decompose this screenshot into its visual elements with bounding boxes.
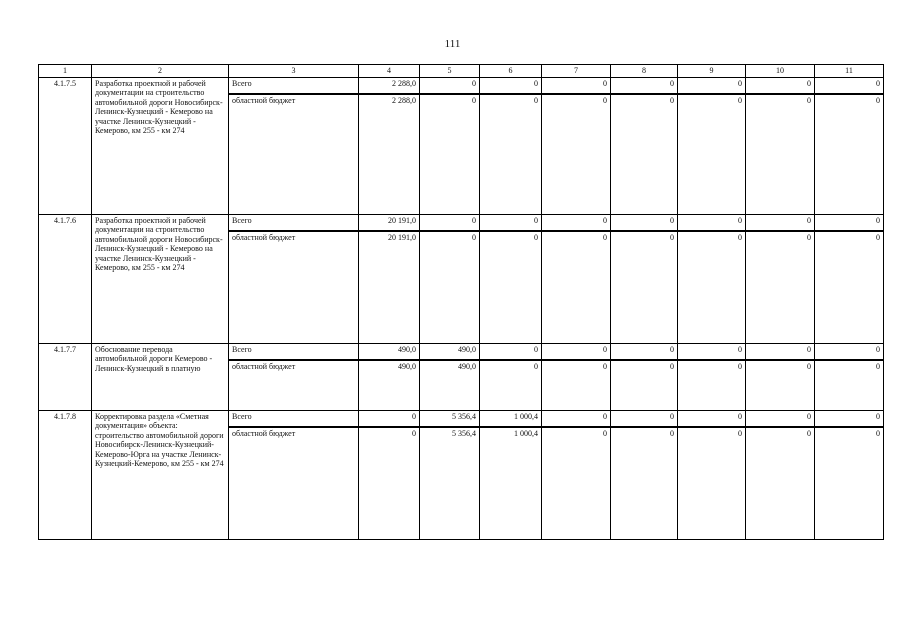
item-name: Обоснование перевода автомобильной дороги Кемерово - Ленинск-Кузнецкий в платную [92, 343, 229, 410]
value-cell: 0 [420, 94, 480, 214]
value-cell: 5 356,4 [420, 410, 480, 427]
value-cell: 0 [678, 94, 746, 214]
item-code: 4.1.7.6 [39, 214, 92, 343]
value-cell: 0 [480, 343, 542, 360]
value-cell: 0 [420, 77, 480, 94]
value-cell: 20 191,0 [359, 231, 420, 343]
value-cell: 0 [611, 94, 678, 214]
funding-source: Всего [229, 214, 359, 231]
value-cell: 0 [746, 360, 815, 410]
value-cell: 0 [815, 427, 884, 539]
column-header: 9 [678, 65, 746, 78]
value-cell: 490,0 [420, 343, 480, 360]
value-cell: 0 [678, 360, 746, 410]
value-cell: 0 [746, 214, 815, 231]
value-cell: 0 [359, 410, 420, 427]
value-cell: 0 [480, 94, 542, 214]
value-cell: 0 [542, 343, 611, 360]
value-cell: 0 [815, 343, 884, 360]
page-number: 111 [444, 38, 461, 50]
value-cell: 1 000,4 [480, 427, 542, 539]
value-cell: 0 [611, 231, 678, 343]
value-cell: 0 [678, 410, 746, 427]
value-cell: 0 [815, 410, 884, 427]
budget-table [38, 64, 884, 540]
funding-source: областной бюджет [229, 94, 359, 214]
table-row [39, 410, 884, 427]
value-cell: 0 [815, 77, 884, 94]
item-code: 4.1.7.8 [39, 410, 92, 539]
value-cell: 0 [611, 77, 678, 94]
funding-source: Всего [229, 343, 359, 360]
value-cell: 0 [480, 231, 542, 343]
value-cell: 0 [746, 343, 815, 360]
value-cell: 0 [678, 343, 746, 360]
item-code: 4.1.7.5 [39, 77, 92, 214]
item-name: Разработка проектной и рабочей документации на строительство автомобильной дороги Новосибирск-Ленинск-Кузнецкий - Кемерово на участке Ленинск-Кузнецкий - Кемерово, км 255 - км 274 [92, 77, 229, 214]
column-header: 6 [480, 65, 542, 78]
header-row [39, 65, 884, 78]
value-cell: 1 000,4 [480, 410, 542, 427]
value-cell: 490,0 [359, 360, 420, 410]
column-header: 11 [815, 65, 884, 78]
value-cell: 0 [480, 214, 542, 231]
funding-source: областной бюджет [229, 360, 359, 410]
value-cell: 0 [611, 360, 678, 410]
value-cell: 0 [542, 360, 611, 410]
value-cell: 0 [420, 231, 480, 343]
column-header: 4 [359, 65, 420, 78]
value-cell: 0 [611, 410, 678, 427]
value-cell: 0 [611, 427, 678, 539]
value-cell: 0 [678, 214, 746, 231]
value-cell: 0 [746, 77, 815, 94]
column-header: 8 [611, 65, 678, 78]
funding-source: Всего [229, 410, 359, 427]
value-cell: 490,0 [359, 343, 420, 360]
value-cell: 0 [678, 231, 746, 343]
item-name: Корректировка раздела «Сметная документация» объекта: строительство автомобильной дороги Новосибирск-Ленинск-Кузнецкий-Кемерово-Юрга на участке Ленинск-Кузнецкий-Кемерово, км 255 - км 274 [92, 410, 229, 539]
funding-source: Всего [229, 77, 359, 94]
value-cell: 0 [420, 214, 480, 231]
funding-source: областной бюджет [229, 427, 359, 539]
column-header: 1 [39, 65, 92, 78]
table-row [39, 343, 884, 360]
value-cell: 0 [542, 77, 611, 94]
value-cell: 0 [815, 214, 884, 231]
value-cell: 0 [611, 343, 678, 360]
column-header: 2 [92, 65, 229, 78]
table-row [39, 77, 884, 94]
value-cell: 5 356,4 [420, 427, 480, 539]
value-cell: 0 [542, 427, 611, 539]
value-cell: 0 [746, 410, 815, 427]
column-header: 10 [746, 65, 815, 78]
value-cell: 0 [480, 360, 542, 410]
value-cell: 0 [746, 94, 815, 214]
table-row [39, 214, 884, 231]
value-cell: 2 288,0 [359, 94, 420, 214]
value-cell: 0 [815, 360, 884, 410]
value-cell: 0 [542, 94, 611, 214]
value-cell: 0 [678, 77, 746, 94]
item-code: 4.1.7.7 [39, 343, 92, 410]
value-cell: 2 288,0 [359, 77, 420, 94]
value-cell: 0 [542, 214, 611, 231]
value-cell: 0 [746, 231, 815, 343]
value-cell: 0 [542, 410, 611, 427]
column-header: 5 [420, 65, 480, 78]
item-name: Разработка проектной и рабочей документации на строительство автомобильной дороги Новосибирск-Ленинск-Кузнецкий - Кемерово на участке Ленинск-Кузнецкий - Кемерово, км 255 - км 274 [92, 214, 229, 343]
value-cell: 0 [359, 427, 420, 539]
value-cell: 0 [542, 231, 611, 343]
value-cell: 0 [746, 427, 815, 539]
value-cell: 0 [480, 77, 542, 94]
funding-source: областной бюджет [229, 231, 359, 343]
value-cell: 0 [815, 231, 884, 343]
value-cell: 0 [611, 214, 678, 231]
value-cell: 0 [815, 94, 884, 214]
column-header: 3 [229, 65, 359, 78]
column-header: 7 [542, 65, 611, 78]
value-cell: 490,0 [420, 360, 480, 410]
value-cell: 20 191,0 [359, 214, 420, 231]
value-cell: 0 [678, 427, 746, 539]
